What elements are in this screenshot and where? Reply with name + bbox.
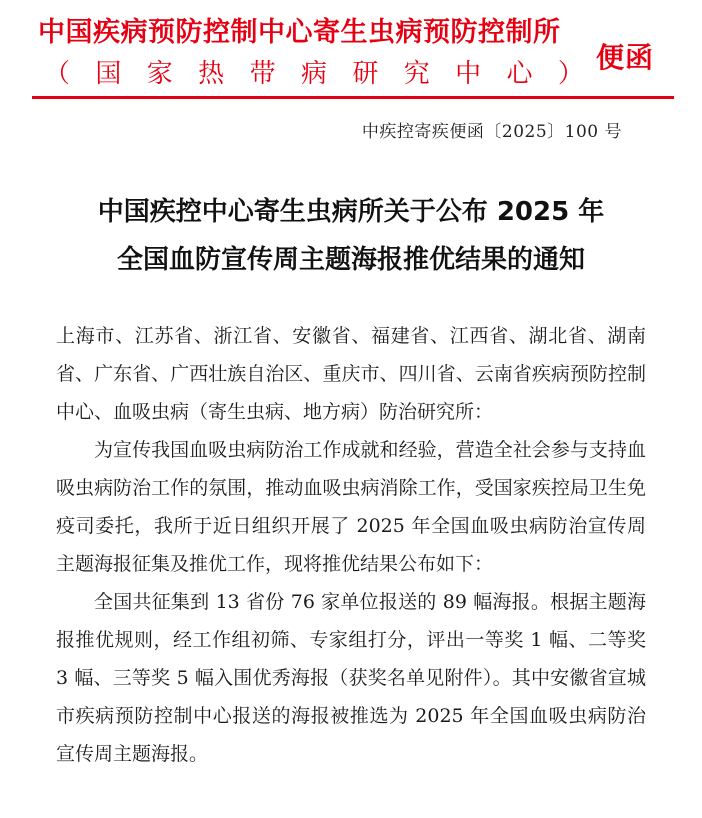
subtitle-char: 心 [506, 59, 533, 89]
subtitle-char: 带 [249, 59, 276, 89]
subtitle-char: 中 [455, 59, 482, 89]
subtitle-char: 热 [198, 59, 225, 89]
title-line-2: 全国血防宣传周主题海报推优结果的通知 [116, 245, 585, 275]
subtitle-char: 病 [300, 59, 327, 89]
subtitle-char: 究 [403, 59, 430, 89]
document-body [56, 317, 646, 773]
memo-label: 便函 [596, 41, 655, 74]
title-line-1: 中国疾控中心寄生虫病所关于公布 2025 年 [97, 197, 605, 227]
body-paragraph-2: 全国共征集到 13 省份 76 家单位报送的 89 幅海报。根据主题海报推优规则，经工作组初筛、专家组打分，评出一等奖 1 幅、二等奖 3 幅、三等奖 5 幅入围优秀海报（获奖名单见附件）。其中安徽省宣城市疾病预防控制中心报送的海报被推选为 2025 年全国血吸虫病防治宣传周主题海报。 [56, 591, 646, 765]
letterhead-divider [32, 96, 674, 99]
recipients: 上海市、江苏省、浙江省、安徽省、福建省、江西省、湖北省、湖南省、广东省、广西壮族自治区、重庆市、四川省、云南省疾病预防控制中心、血吸虫病（寄生虫病、地方病）防治研究所： [56, 325, 646, 423]
document-title [0, 188, 702, 284]
organization-name: 中国疾病预防控制中心寄生虫病预防控制所 [38, 17, 561, 48]
organization-subtitle [44, 58, 584, 90]
subtitle-char: 研 [352, 59, 379, 89]
document-number: 中疾控寄疾便函〔2025〕100 号 [361, 122, 622, 142]
subtitle-char: （ [44, 59, 71, 89]
subtitle-char: ） [557, 59, 584, 89]
letterhead [0, 0, 702, 104]
subtitle-char: 国 [95, 59, 122, 89]
subtitle-char: 家 [146, 59, 173, 89]
body-paragraph-1: 为宣传我国血吸虫病防治工作成就和经验，营造全社会参与支持血吸虫病防治工作的氛围，推动血吸虫病消除工作，受国家疾控局卫生免疫司委托，我所于近日组织开展了 2025 年全国血吸虫病防治宣传周主题海报征集及推优工作，现将推优结果公布如下： [56, 439, 646, 575]
